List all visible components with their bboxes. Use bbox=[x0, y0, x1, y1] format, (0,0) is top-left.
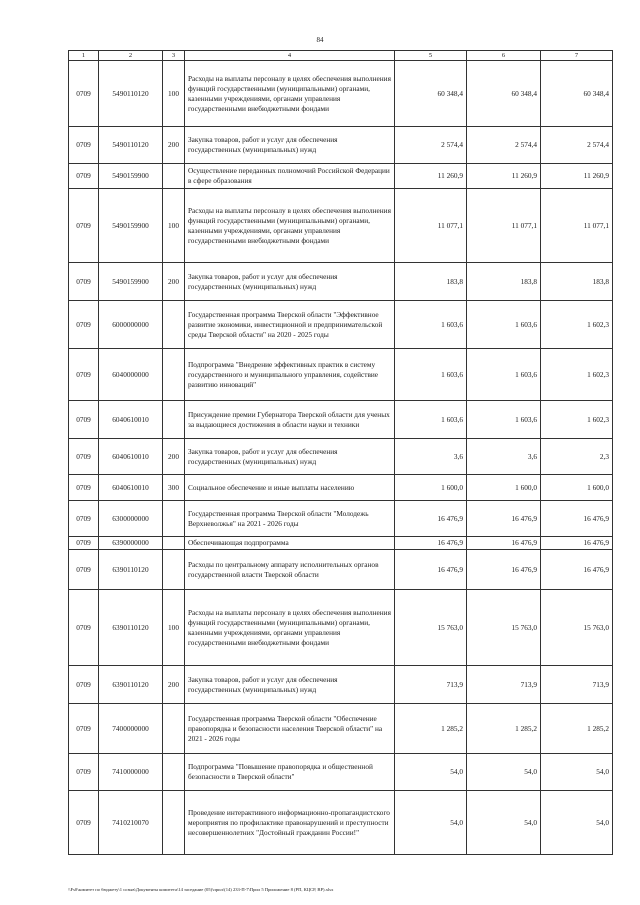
amount-col7: 1 602,3 bbox=[541, 349, 613, 401]
target-article-code: 5490110120 bbox=[99, 61, 163, 127]
column-header: 7 bbox=[541, 51, 613, 61]
amount-col6: 1 285,2 bbox=[467, 704, 541, 754]
row-description: Социальное обеспечение и иные выплаты населению bbox=[185, 475, 395, 501]
row-description: Присуждение премии Губернатора Тверской области для ученых за выдающиеся достижения в области науки и техники bbox=[185, 401, 395, 439]
expense-type-code: 200 bbox=[163, 666, 185, 704]
amount-col5: 1 285,2 bbox=[395, 704, 467, 754]
row-description: Обеспечивающая подпрограмма bbox=[185, 537, 395, 550]
section-code: 0709 bbox=[69, 791, 99, 855]
file-path-footer: \\Fs0\комитет по бюджету\1 созыв\Документы комитета\14 заседание (05)\прил\(14) 233-П-7\Прил 5 Приложение 8 (РП, КЦСР, ВР).xlsx bbox=[68, 887, 334, 892]
expense-type-code bbox=[163, 704, 185, 754]
table-row bbox=[69, 501, 613, 537]
table-row bbox=[69, 590, 613, 666]
row-description: Осуществление переданных полномочий Российской Федерации в сфере образования bbox=[185, 164, 395, 189]
amount-col5: 1 603,6 bbox=[395, 349, 467, 401]
row-description: Расходы по центральному аппарату исполнительных органов государственной власти Тверской области bbox=[185, 550, 395, 590]
expense-type-code: 100 bbox=[163, 590, 185, 666]
expense-type-code: 200 bbox=[163, 439, 185, 475]
amount-col7: 1 602,3 bbox=[541, 401, 613, 439]
amount-col7: 60 348,4 bbox=[541, 61, 613, 127]
section-code: 0709 bbox=[69, 401, 99, 439]
expense-type-code bbox=[163, 791, 185, 855]
expense-type-code bbox=[163, 754, 185, 791]
target-article-code: 5490110120 bbox=[99, 127, 163, 164]
column-header: 4 bbox=[185, 51, 395, 61]
target-article-code: 6390110120 bbox=[99, 590, 163, 666]
table-row bbox=[69, 189, 613, 263]
amount-col5: 713,9 bbox=[395, 666, 467, 704]
amount-col7: 11 260,9 bbox=[541, 164, 613, 189]
amount-col6: 16 476,9 bbox=[467, 550, 541, 590]
column-header: 3 bbox=[163, 51, 185, 61]
section-code: 0709 bbox=[69, 127, 99, 164]
row-description: Расходы на выплаты персоналу в целях обеспечения выполнения функций государственными (муниципальными) органами, казенными учреждениями, органами управления государственными внебюджетными фондами bbox=[185, 61, 395, 127]
page-number: 84 bbox=[316, 36, 324, 44]
section-code: 0709 bbox=[69, 263, 99, 301]
row-description: Государственная программа Тверской области "Молодежь Верхневолжья" на 2021 - 2026 годы bbox=[185, 501, 395, 537]
expense-type-code: 100 bbox=[163, 61, 185, 127]
table-row bbox=[69, 537, 613, 550]
amount-col6: 3,6 bbox=[467, 439, 541, 475]
amount-col5: 54,0 bbox=[395, 754, 467, 791]
table-row bbox=[69, 349, 613, 401]
amount-col6: 60 348,4 bbox=[467, 61, 541, 127]
target-article-code: 6040610010 bbox=[99, 401, 163, 439]
amount-col5: 11 077,1 bbox=[395, 189, 467, 263]
amount-col6: 183,8 bbox=[467, 263, 541, 301]
expense-type-code bbox=[163, 164, 185, 189]
row-description: Подпрограмма "Внедрение эффективных практик в систему государственного и муниципального управления, содействие развитию инноваций" bbox=[185, 349, 395, 401]
table-row bbox=[69, 666, 613, 704]
amount-col7: 1 600,0 bbox=[541, 475, 613, 501]
target-article-code: 6390000000 bbox=[99, 537, 163, 550]
amount-col6: 16 476,9 bbox=[467, 537, 541, 550]
amount-col6: 11 260,9 bbox=[467, 164, 541, 189]
amount-col5: 183,8 bbox=[395, 263, 467, 301]
section-code: 0709 bbox=[69, 301, 99, 349]
row-description: Подпрограмма "Повышение правопорядка и общественной безопасности в Тверской области" bbox=[185, 754, 395, 791]
table-row bbox=[69, 61, 613, 127]
amount-col5: 1 603,6 bbox=[395, 301, 467, 349]
table-row bbox=[69, 127, 613, 164]
target-article-code: 6000000000 bbox=[99, 301, 163, 349]
target-article-code: 5490159900 bbox=[99, 263, 163, 301]
section-code: 0709 bbox=[69, 666, 99, 704]
amount-col6: 11 077,1 bbox=[467, 189, 541, 263]
section-code: 0709 bbox=[69, 704, 99, 754]
amount-col5: 60 348,4 bbox=[395, 61, 467, 127]
amount-col6: 713,9 bbox=[467, 666, 541, 704]
target-article-code: 7410210070 bbox=[99, 791, 163, 855]
section-code: 0709 bbox=[69, 537, 99, 550]
amount-col6: 54,0 bbox=[467, 754, 541, 791]
amount-col7: 1 602,3 bbox=[541, 301, 613, 349]
amount-col5: 54,0 bbox=[395, 791, 467, 855]
amount-col7: 54,0 bbox=[541, 791, 613, 855]
section-code: 0709 bbox=[69, 550, 99, 590]
table-row bbox=[69, 164, 613, 189]
target-article-code: 5490159900 bbox=[99, 189, 163, 263]
amount-col5: 16 476,9 bbox=[395, 537, 467, 550]
target-article-code: 6300000000 bbox=[99, 501, 163, 537]
expense-type-code: 100 bbox=[163, 189, 185, 263]
amount-col5: 1 600,0 bbox=[395, 475, 467, 501]
amount-col6: 16 476,9 bbox=[467, 501, 541, 537]
amount-col7: 54,0 bbox=[541, 754, 613, 791]
table-row bbox=[69, 754, 613, 791]
row-description: Государственная программа Тверской области "Эффективное развитие экономики, инвестиционной и предпринимательской среды Тверской области" на 2020 - 2025 годы bbox=[185, 301, 395, 349]
table-row bbox=[69, 301, 613, 349]
expense-type-code bbox=[163, 401, 185, 439]
target-article-code: 7410000000 bbox=[99, 754, 163, 791]
expense-type-code: 200 bbox=[163, 127, 185, 164]
expense-type-code bbox=[163, 550, 185, 590]
expense-type-code: 300 bbox=[163, 475, 185, 501]
amount-col5: 3,6 bbox=[395, 439, 467, 475]
column-header: 2 bbox=[99, 51, 163, 61]
section-code: 0709 bbox=[69, 754, 99, 791]
target-article-code: 6040610010 bbox=[99, 475, 163, 501]
target-article-code: 6390110120 bbox=[99, 666, 163, 704]
table-row bbox=[69, 791, 613, 855]
column-header: 6 bbox=[467, 51, 541, 61]
expense-type-code: 200 bbox=[163, 263, 185, 301]
row-description: Закупка товаров, работ и услуг для обеспечения государственных (муниципальных) нужд bbox=[185, 439, 395, 475]
amount-col6: 15 763,0 bbox=[467, 590, 541, 666]
section-code: 0709 bbox=[69, 501, 99, 537]
amount-col5: 11 260,9 bbox=[395, 164, 467, 189]
amount-col7: 16 476,9 bbox=[541, 550, 613, 590]
table-row bbox=[69, 263, 613, 301]
table-row bbox=[69, 475, 613, 501]
table-row bbox=[69, 704, 613, 754]
budget-table bbox=[68, 50, 613, 855]
amount-col7: 183,8 bbox=[541, 263, 613, 301]
amount-col5: 15 763,0 bbox=[395, 590, 467, 666]
table-row bbox=[69, 550, 613, 590]
amount-col5: 2 574,4 bbox=[395, 127, 467, 164]
row-description: Государственная программа Тверской области "Обеспечение правопорядка и безопасности населения Тверской области" на 2021 - 2026 годы bbox=[185, 704, 395, 754]
amount-col7: 11 077,1 bbox=[541, 189, 613, 263]
amount-col7: 2 574,4 bbox=[541, 127, 613, 164]
row-description: Проведение интерактивного информационно-пропагандистского мероприятия по профилактике правонарушений и преступности несовершеннолетних "Достойный гражданин России!" bbox=[185, 791, 395, 855]
section-code: 0709 bbox=[69, 164, 99, 189]
target-article-code: 6390110120 bbox=[99, 550, 163, 590]
target-article-code: 5490159900 bbox=[99, 164, 163, 189]
expense-type-code bbox=[163, 349, 185, 401]
amount-col6: 1 600,0 bbox=[467, 475, 541, 501]
amount-col5: 1 603,6 bbox=[395, 401, 467, 439]
amount-col5: 16 476,9 bbox=[395, 550, 467, 590]
section-code: 0709 bbox=[69, 61, 99, 127]
amount-col7: 713,9 bbox=[541, 666, 613, 704]
row-description: Закупка товаров, работ и услуг для обеспечения государственных (муниципальных) нужд bbox=[185, 263, 395, 301]
expense-type-code bbox=[163, 301, 185, 349]
amount-col5: 16 476,9 bbox=[395, 501, 467, 537]
amount-col7: 16 476,9 bbox=[541, 537, 613, 550]
section-code: 0709 bbox=[69, 439, 99, 475]
target-article-code: 6040610010 bbox=[99, 439, 163, 475]
amount-col6: 54,0 bbox=[467, 791, 541, 855]
target-article-code: 7400000000 bbox=[99, 704, 163, 754]
row-description: Закупка товаров, работ и услуг для обеспечения государственных (муниципальных) нужд bbox=[185, 666, 395, 704]
amount-col6: 1 603,6 bbox=[467, 349, 541, 401]
row-description: Расходы на выплаты персоналу в целях обеспечения выполнения функций государственными (муниципальными) органами, казенными учреждениями, органами управления государственными внебюджетными фондами bbox=[185, 189, 395, 263]
table-row bbox=[69, 401, 613, 439]
amount-col6: 2 574,4 bbox=[467, 127, 541, 164]
amount-col6: 1 603,6 bbox=[467, 301, 541, 349]
row-description: Закупка товаров, работ и услуг для обеспечения государственных (муниципальных) нужд bbox=[185, 127, 395, 164]
section-code: 0709 bbox=[69, 475, 99, 501]
column-header: 1 bbox=[69, 51, 99, 61]
section-code: 0709 bbox=[69, 349, 99, 401]
expense-type-code bbox=[163, 501, 185, 537]
amount-col7: 15 763,0 bbox=[541, 590, 613, 666]
amount-col7: 2,3 bbox=[541, 439, 613, 475]
section-code: 0709 bbox=[69, 189, 99, 263]
amount-col6: 1 603,6 bbox=[467, 401, 541, 439]
column-header: 5 bbox=[395, 51, 467, 61]
section-code: 0709 bbox=[69, 590, 99, 666]
amount-col7: 1 285,2 bbox=[541, 704, 613, 754]
expense-type-code bbox=[163, 537, 185, 550]
table-row bbox=[69, 439, 613, 475]
column-number-row bbox=[69, 51, 613, 61]
amount-col7: 16 476,9 bbox=[541, 501, 613, 537]
target-article-code: 6040000000 bbox=[99, 349, 163, 401]
row-description: Расходы на выплаты персоналу в целях обеспечения выполнения функций государственными (муниципальными) органами, казенными учреждениями, органами управления государственными внебюджетными фондами bbox=[185, 590, 395, 666]
